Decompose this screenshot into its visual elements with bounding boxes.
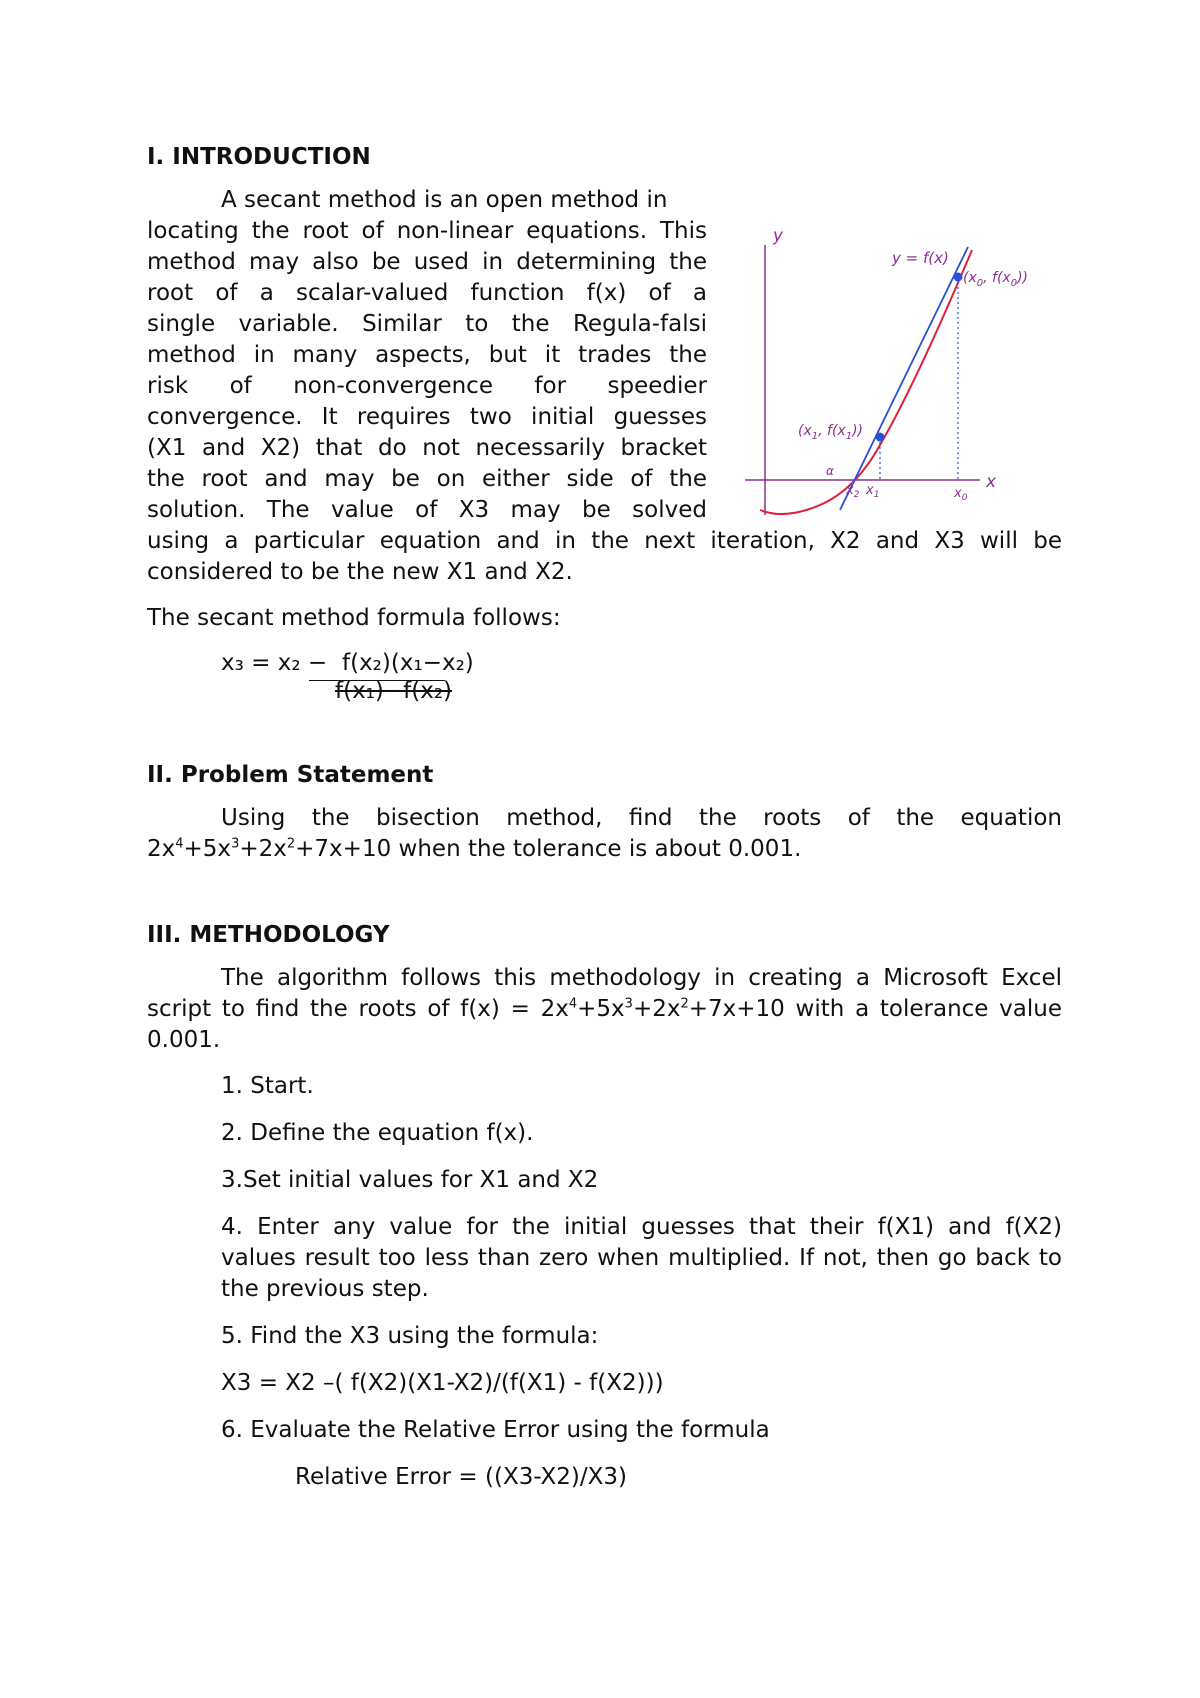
point0-label <box>963 270 1028 289</box>
point0-sub2: 0 <box>1010 278 1018 289</box>
point0-label-a: (x <box>963 270 977 286</box>
intro-line: root of a scalar-valued function f(x) of a <box>147 280 707 306</box>
methodology-text: +7x+10 with a tolerance value 0.001. <box>147 996 1062 1053</box>
x2-label <box>845 483 860 500</box>
step-item: 4. Enter any value for the initial guesses that their f(X1) and f(X2) values result too less than zero when multiplied. If not, then go back to the previous step. <box>221 1214 1062 1302</box>
x0-sub: 0 <box>961 493 968 503</box>
problem-equation-line <box>147 834 1062 865</box>
intro-heading: I. INTRODUCTION <box>147 144 371 170</box>
problem-text: Using the bisection method, find the roots of the equation <box>221 805 1062 831</box>
secant-method-figure <box>740 225 1040 515</box>
point1-label-b: , f(x <box>818 423 846 439</box>
x-axis-label: x <box>986 472 997 492</box>
eq-exponent: 3 <box>231 836 240 852</box>
step-item: 1. Start. <box>221 1073 314 1099</box>
point1-sub: 1 <box>811 431 819 442</box>
methodology-text: +5x <box>577 996 625 1022</box>
curve-label: y = f(x) <box>892 249 949 267</box>
relative-error-formula: Relative Error = ((X3-X2)/X3) <box>295 1464 627 1490</box>
x1-label-main: x <box>866 483 874 498</box>
x2-label-main: x <box>846 483 854 498</box>
point0-label-b: , f(x <box>983 270 1011 286</box>
methodology-text: The algorithm follows this methodology in creating a Microsoft Excel script to find the roots of f(x) = 2x <box>147 965 1062 1022</box>
point1-label-a: (x <box>798 423 812 439</box>
point1-label <box>798 423 863 442</box>
intro-line: A secant method is an open method in <box>221 187 668 213</box>
eq-term: 2x <box>147 836 176 862</box>
step-item: 3.Set initial values for X1 and X2 <box>221 1167 599 1193</box>
step-formula: X3 = X2 –( f(X2)(X1-X2)/(f(X1) - f(X2))) <box>221 1370 664 1396</box>
intro-line: method may also be used in determining the <box>147 249 707 275</box>
intro-line: convergence. It requires two initial guesses <box>147 404 707 430</box>
intro-line: single variable. Similar to the Regula-falsi <box>147 311 707 337</box>
point-x0 <box>954 273 963 282</box>
eq-exponent: 4 <box>175 836 184 852</box>
point0-label-c: )) <box>1017 270 1029 286</box>
intro-line: solution. The value of X3 may be solved <box>147 497 707 523</box>
intro-line: locating the root of non-linear equations. This <box>147 218 707 244</box>
y-axis-label: y <box>773 226 784 246</box>
formula-left: x₃ = x₂ − <box>221 650 328 676</box>
step-item: 6. Evaluate the Relative Error using the formula <box>221 1417 770 1443</box>
point-x1 <box>876 433 885 442</box>
intro-paragraph <box>147 185 707 526</box>
formula-numerator: f(x₂)(x₁−x₂) <box>342 650 474 676</box>
secant-formula <box>147 650 1062 712</box>
x2-sub: 2 <box>853 490 860 500</box>
point1-label-c: )) <box>852 423 864 439</box>
x0-label <box>953 486 968 503</box>
x1-sub: 1 <box>873 490 880 500</box>
secant-diagram <box>740 225 1040 515</box>
alpha-label: α <box>826 464 834 478</box>
step-item: 2. Define the equation f(x). <box>221 1120 534 1146</box>
secant-line <box>840 247 968 510</box>
exp-4: 4 <box>568 996 578 1012</box>
x1-label <box>865 483 879 500</box>
step-item: 5. Find the X3 using the formula: <box>221 1323 599 1349</box>
formula-intro: The secant method formula follows: <box>147 605 561 631</box>
exp-2: 2 <box>680 996 689 1012</box>
formula-denominator: f(x₁)−f(x₂) <box>335 678 453 704</box>
eq-term: +5x <box>183 836 232 862</box>
eq-term: +7x+10 <box>295 836 392 862</box>
intro-line: the root and may be on either side of the <box>147 466 707 492</box>
methodology-paragraph <box>147 963 1062 1056</box>
point1-sub2: 1 <box>845 431 853 442</box>
eq-exponent: 2 <box>286 836 296 852</box>
exp-3: 3 <box>624 996 633 1012</box>
eq-term: +2x <box>239 836 287 862</box>
intro-line: (X1 and X2) that do not necessarily bracket <box>147 435 707 461</box>
function-curve <box>760 250 972 514</box>
problem-heading: II. Problem Statement <box>147 762 434 788</box>
point0-sub: 0 <box>976 278 984 289</box>
intro-continuation: using a particular equation and in the next iteration, X2 and X3 will be considered to be the new X1 and X2. <box>147 528 1062 585</box>
intro-line: method in many aspects, but it trades the <box>147 342 707 368</box>
x0-label-main: x <box>954 486 962 501</box>
problem-text-end: when the tolerance is about 0.001. <box>391 836 802 862</box>
methodology-heading: III. METHODOLOGY <box>147 922 390 948</box>
intro-line: risk of non-convergence for speedier <box>147 373 707 399</box>
methodology-text: +2x <box>632 996 681 1022</box>
